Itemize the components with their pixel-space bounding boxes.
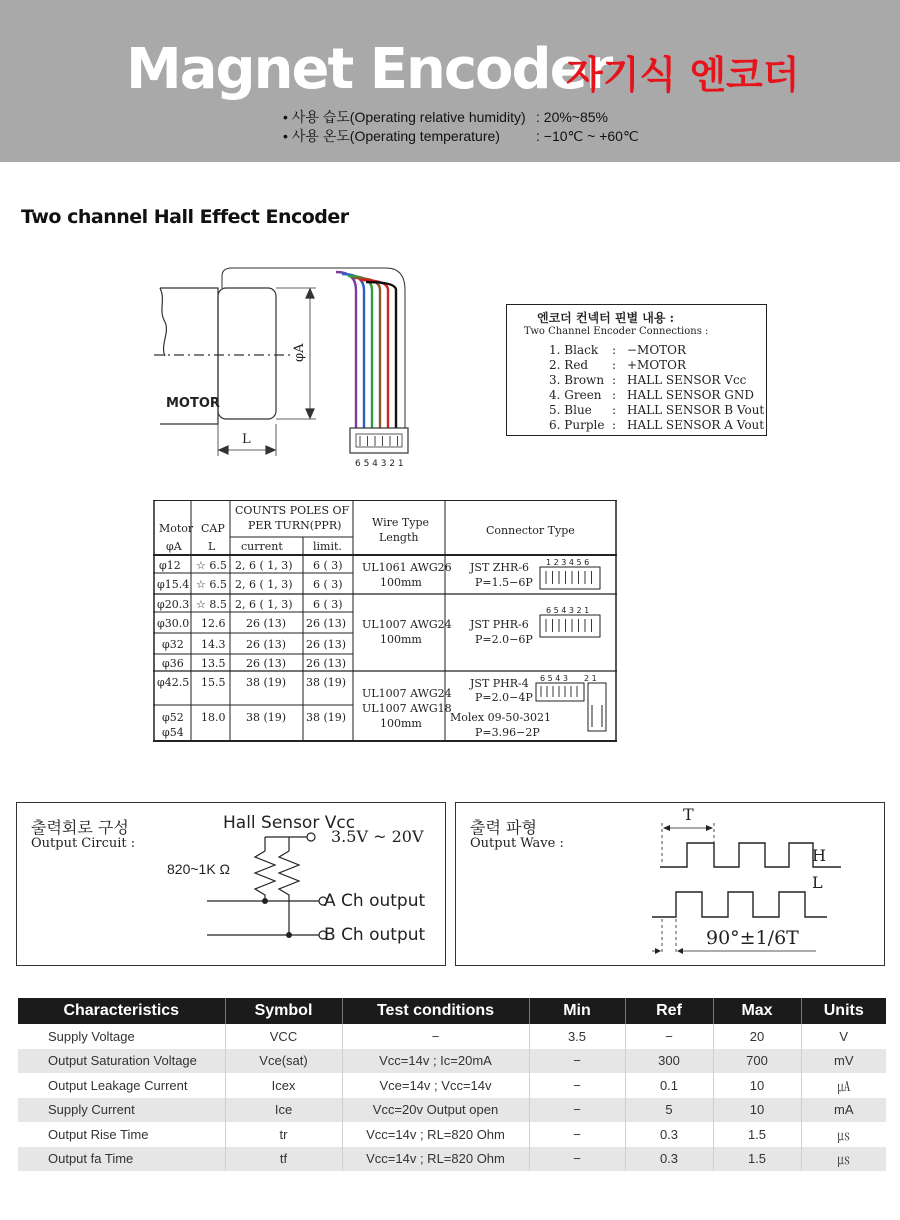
motor-label: MOTOR	[166, 396, 220, 411]
cell-characteristic: Output Saturation Voltage	[18, 1049, 225, 1074]
connector-housing	[350, 428, 408, 453]
pin-function: +MOTOR	[627, 358, 687, 372]
row-limit: 38 (19)	[306, 676, 347, 689]
cell-max: 20	[713, 1024, 801, 1049]
cell-ref: 0.3	[625, 1122, 713, 1147]
col-symbol: Symbol	[225, 998, 342, 1024]
connector-pin-numbers: 6 5 4 3	[540, 674, 568, 683]
row-motor: φ20.3	[157, 598, 190, 611]
row-motor: φ32	[162, 638, 184, 651]
connector-pitch: P=1.5−6P	[475, 576, 533, 589]
page-title: Magnet Encoder	[126, 37, 612, 102]
cell-characteristic: Output Leakage Current	[18, 1073, 225, 1098]
output-wave-box	[455, 802, 885, 966]
connector-pitch: P=2.0−6P	[475, 633, 533, 646]
table-row	[18, 1024, 886, 1049]
temperature-value: : −10℃ ~ +60℃	[536, 128, 639, 144]
connector-name: Molex 09-50-3021	[450, 711, 552, 724]
header-limit: limit.	[313, 540, 342, 553]
circuit-title: 출력회로 구성	[31, 818, 129, 837]
row-current: 26 (13)	[246, 638, 287, 651]
cell-max: 10	[713, 1073, 801, 1098]
cell-units: V	[801, 1024, 886, 1049]
temperature-label: • 사용 온도(Operating temperature)	[283, 128, 500, 144]
cell-test-conditions: Vcc=14v ; RL=820 Ohm	[342, 1122, 529, 1147]
section-title: Two channel Hall Effect Encoder	[21, 206, 349, 228]
cell-symbol: tr	[225, 1122, 342, 1147]
row-motor: φ52	[162, 711, 184, 724]
connector-name: JST ZHR-6	[470, 561, 530, 574]
pin-separator: :	[612, 358, 617, 372]
cell-characteristic: Supply Current	[18, 1098, 225, 1123]
output-circuit-box	[16, 802, 446, 966]
header-motor-dia: φA	[166, 540, 182, 553]
resistor-value: 820~1K Ω	[167, 861, 231, 877]
cell-units: ㎲	[801, 1147, 886, 1172]
header-banner	[0, 0, 900, 162]
row-motor: φ12	[159, 559, 181, 572]
header-cap-length: L	[208, 540, 216, 553]
wire-length: 100mm	[380, 576, 422, 589]
table-row	[18, 1073, 886, 1098]
cell-min: −	[529, 1122, 625, 1147]
row-limit: 6 ( 3)	[313, 578, 343, 591]
connector-icons	[153, 500, 617, 742]
row-current: 26 (13)	[246, 657, 287, 670]
hall-sensor-vcc-label: Hall Sensor Vcc	[223, 813, 356, 833]
cell-max: 1.5	[713, 1122, 801, 1147]
wire-bundle	[336, 272, 396, 428]
table-row	[18, 1122, 886, 1147]
cell-symbol: tf	[225, 1147, 342, 1172]
cell-ref: 5	[625, 1098, 713, 1123]
high-level-label: H	[812, 846, 826, 865]
pin-function: HALL SENSOR GND	[627, 388, 754, 402]
header-wire-type: Wire Type	[372, 516, 429, 529]
cell-units: ㎲	[801, 1122, 886, 1147]
row-current: 2, 6 ( 1, 3)	[235, 598, 293, 611]
wire-length: 100mm	[380, 633, 422, 646]
row-motor-alt: φ54	[162, 726, 184, 739]
pin-number: 1. Black	[549, 343, 599, 357]
row-limit: 26 (13)	[306, 617, 347, 630]
header-wire-length: Length	[379, 531, 419, 544]
cell-min: −	[529, 1073, 625, 1098]
pin-function: HALL SENSOR Vcc	[627, 373, 747, 387]
cell-max: 1.5	[713, 1147, 801, 1172]
cell-min: −	[529, 1098, 625, 1123]
cell-max: 10	[713, 1098, 801, 1123]
table-row	[18, 1049, 886, 1074]
table-row	[18, 1147, 886, 1172]
connector-pitch: P=2.0−4P	[475, 691, 533, 704]
humidity-label: • 사용 습도(Operating relative humidity)	[283, 109, 526, 125]
wire	[336, 272, 356, 428]
connector-name: JST PHR-6	[470, 618, 529, 631]
table-header-row	[18, 998, 886, 1024]
pin-separator: :	[612, 343, 617, 357]
cell-test-conditions: Vcc=14v ; Ic=20mA	[342, 1049, 529, 1074]
pin-number: 2. Red	[549, 358, 589, 372]
diameter-label: φA	[292, 343, 307, 362]
row-limit: 6 ( 3)	[313, 559, 343, 572]
cell-characteristic: Output Rise Time	[18, 1122, 225, 1147]
row-current: 38 (19)	[246, 711, 287, 724]
cell-min: −	[529, 1147, 625, 1172]
cell-test-conditions: Vcc=20v Output open	[342, 1098, 529, 1123]
row-motor: φ30.0	[157, 617, 190, 630]
pin-number: 3. Brown	[549, 373, 605, 387]
row-cap: 13.5	[201, 657, 226, 670]
row-limit: 26 (13)	[306, 638, 347, 651]
col-max: Max	[713, 998, 801, 1024]
wire	[354, 278, 380, 428]
temperature-spec	[283, 127, 639, 145]
pin-separator: :	[612, 388, 617, 402]
cell-symbol: Ice	[225, 1098, 342, 1123]
connector-pitch: P=3.96−2P	[475, 726, 540, 739]
pin-function: HALL SENSOR A Vout	[627, 418, 765, 432]
row-current: 38 (19)	[246, 676, 287, 689]
col-min: Min	[529, 998, 625, 1024]
wire-type: UL1007 AWG24	[362, 687, 452, 700]
row-cap: ☆ 6.5	[196, 578, 227, 591]
pin-number: 4. Green	[549, 388, 602, 402]
cell-symbol: VCC	[225, 1024, 342, 1049]
cell-ref: 0.3	[625, 1147, 713, 1172]
row-motor: φ36	[162, 657, 184, 670]
pin-function: HALL SENSOR B Vout	[627, 403, 765, 417]
cell-units: mA	[801, 1098, 886, 1123]
cell-ref: −	[625, 1024, 713, 1049]
cell-units: mV	[801, 1049, 886, 1074]
wire-type: UL1007 AWG24	[362, 618, 452, 631]
header-cap: CAP	[201, 522, 225, 535]
row-cap: 15.5	[201, 676, 226, 689]
pin-function: −MOTOR	[627, 343, 687, 357]
wave-subtitle: Output Wave :	[470, 836, 564, 851]
pin-number: 6. Purple	[549, 418, 605, 432]
row-cap: 14.3	[201, 638, 226, 651]
wire-type: UL1061 AWG26	[362, 561, 452, 574]
header-motor: Motor	[159, 522, 194, 535]
cell-ref: 300	[625, 1049, 713, 1074]
cell-ref: 0.1	[625, 1073, 713, 1098]
connector-name: JST PHR-4	[470, 677, 529, 690]
row-current: 26 (13)	[246, 617, 287, 630]
cell-test-conditions: Vcc=14v ; RL=820 Ohm	[342, 1147, 529, 1172]
row-current: 2, 6 ( 1, 3)	[235, 578, 293, 591]
header-current: current	[241, 540, 283, 553]
pin-separator: :	[612, 418, 617, 432]
col-ref: Ref	[625, 998, 713, 1024]
wire	[342, 274, 364, 428]
humidity-spec	[283, 108, 608, 126]
row-cap: 18.0	[201, 711, 226, 724]
row-limit: 26 (13)	[306, 657, 347, 670]
row-limit: 6 ( 3)	[313, 598, 343, 611]
pin-separator: :	[612, 373, 617, 387]
col-characteristics: Characteristics	[18, 998, 225, 1024]
col-test-conditions: Test conditions	[342, 998, 529, 1024]
connector-pin-numbers-2: 2 1	[584, 674, 597, 683]
row-motor: φ15.4	[157, 578, 190, 591]
motor-spec-table	[153, 500, 617, 742]
connector-pin-numbers: 1 2 3 4 5 6	[546, 558, 590, 567]
cell-test-conditions: Vce=14v ; Vcc=14v	[342, 1073, 529, 1098]
cell-characteristic: Output fa Time	[18, 1147, 225, 1172]
row-cap: 12.6	[201, 617, 226, 630]
row-cap: ☆ 6.5	[196, 559, 227, 572]
table-row	[18, 1098, 886, 1123]
pinout-title: 엔코더 컨넥터 핀별 내용 :	[537, 311, 675, 325]
wire-length: 100mm	[380, 717, 422, 730]
connector-pin-numbers: 6 5 4 3 2 1	[546, 606, 590, 615]
cell-min: −	[529, 1049, 625, 1074]
supply-voltage-range: 3.5V ~ 20V	[331, 827, 424, 846]
period-label: T	[683, 805, 694, 824]
connector-pin-numbers: 6 5 4 3 2 1	[355, 459, 404, 469]
row-cap: ☆ 8.5	[196, 598, 227, 611]
pin-separator: :	[612, 403, 617, 417]
phase-difference-label: 90°±1/6T	[706, 927, 799, 949]
row-limit: 38 (19)	[306, 711, 347, 724]
cell-max: 700	[713, 1049, 801, 1074]
low-level-label: L	[812, 873, 823, 892]
circuit-subtitle: Output Circuit :	[31, 836, 136, 851]
cell-symbol: Icex	[225, 1073, 342, 1098]
header-connector-type: Connector Type	[486, 524, 575, 537]
length-label: L	[242, 432, 251, 447]
row-motor: φ42.5	[157, 676, 190, 689]
cell-symbol: Vce(sat)	[225, 1049, 342, 1074]
header-counts: COUNTS POLES OF	[235, 504, 350, 517]
cell-min: 3.5	[529, 1024, 625, 1049]
pinout-subtitle: Two Channel Encoder Connections :	[524, 326, 709, 337]
row-current: 2, 6 ( 1, 3)	[235, 559, 293, 572]
cell-characteristic: Supply Voltage	[18, 1024, 225, 1049]
cell-test-conditions: −	[342, 1024, 529, 1049]
page-title-korean: 자기식 엔코더	[566, 53, 800, 97]
wire	[348, 276, 372, 428]
header-ppr: PER TURN(PPR)	[248, 519, 342, 532]
pin-number: 5. Blue	[549, 403, 592, 417]
cell-units: ㎂	[801, 1073, 886, 1098]
a-channel-output-label: A Ch output	[324, 891, 426, 911]
b-channel-output-label: B Ch output	[324, 925, 426, 945]
encoder-drawing	[0, 240, 490, 480]
col-units: Units	[801, 998, 886, 1024]
wire-type-alt: UL1007 AWG18	[362, 702, 452, 715]
characteristics-table	[18, 998, 886, 1171]
pinout-box	[506, 304, 767, 436]
wave-title: 출력 파형	[470, 818, 537, 837]
humidity-value: : 20%~85%	[536, 109, 608, 125]
